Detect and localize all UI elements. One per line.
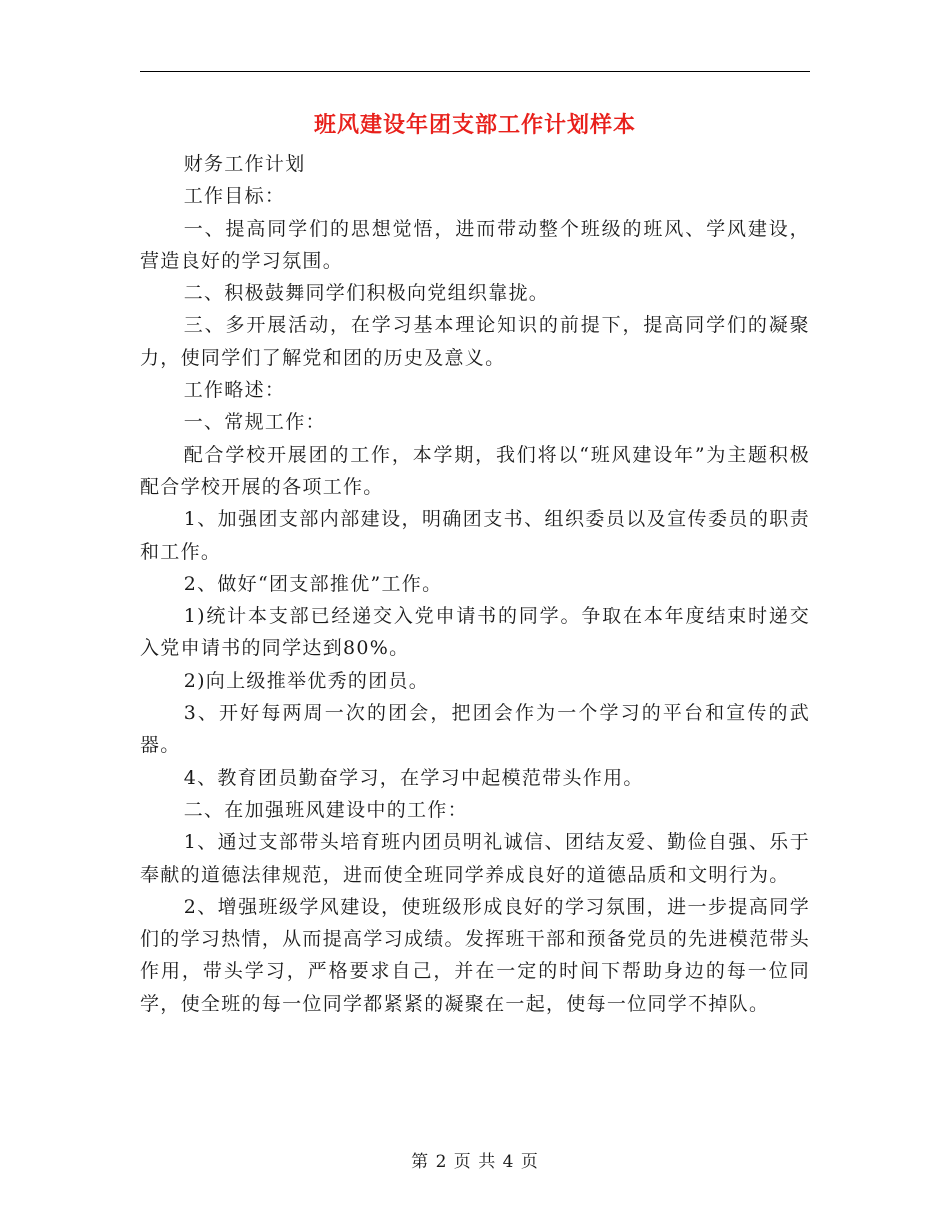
document-body: [140, 148, 810, 1020]
paragraph: 工作略述：: [183, 379, 286, 402]
paragraph: 配合学校开展团的工作，本学期，我们将以“班风建设年”为主题积极配合学校开展的各项工作。: [140, 443, 810, 498]
paragraph: 1、通过支部带头培育班内团员明礼诚信、团结友爱、勤俭自强、乐于奉献的道德法律规范，进而使全班同学养成良好的道德品质和文明行为。: [140, 831, 810, 886]
paragraph: 一、常规工作：: [183, 411, 326, 434]
paragraph: 1)统计本支部已经递交入党申请书的同学。争取在本年度结束时递交入党申请书的同学达到80%。: [140, 605, 810, 660]
document-title: 班风建设年团支部工作计划样本: [313, 113, 636, 138]
paragraph: 4、教育团员勤奋学习，在学习中起模范带头作用。: [183, 766, 644, 789]
paragraph: 二、积极鼓舞同学们积极向党组织靠拢。: [183, 282, 550, 305]
page-footer: 第 2 页 共 4 页: [411, 1152, 539, 1172]
paragraph: 3、开好每两周一次的团会，把团会作为一个学习的平台和宣传的武器。: [140, 702, 810, 757]
header-rule: [140, 71, 810, 72]
paragraph: 工作目标：: [183, 185, 286, 208]
paragraph: 二、在加强班风建设中的工作：: [183, 798, 468, 821]
paragraph: 财务工作计划: [183, 153, 306, 175]
paragraph: 2、做好“团支部推优”工作。: [183, 572, 443, 595]
paragraph: 2)向上级推举优秀的团员。: [183, 669, 430, 692]
paragraph: 三、多开展活动，在学习基本理论知识的前提下，提高同学们的凝聚力，使同学们了解党和团的历史及意义。: [140, 314, 810, 369]
paragraph: 1、加强团支部内部建设，明确团支书、组织委员以及宣传委员的职责和工作。: [140, 508, 810, 563]
paragraph: 2、增强班级学风建设，使班级形成良好的学习氛围，进一步提高同学们的学习热情，从而提高学习成绩。发挥班干部和预备党员的先进模范带头作用，带头学习，严格要求自己，并在一定的时间下帮助身边的每一位同学，使全班的每一位同学都紧紧的凝聚在一起，使每一位同学不掉队。: [140, 895, 810, 1015]
paragraph: 一、提高同学们的思想觉悟，进而带动整个班级的班风、学风建设，营造良好的学习氛围。: [140, 217, 810, 272]
